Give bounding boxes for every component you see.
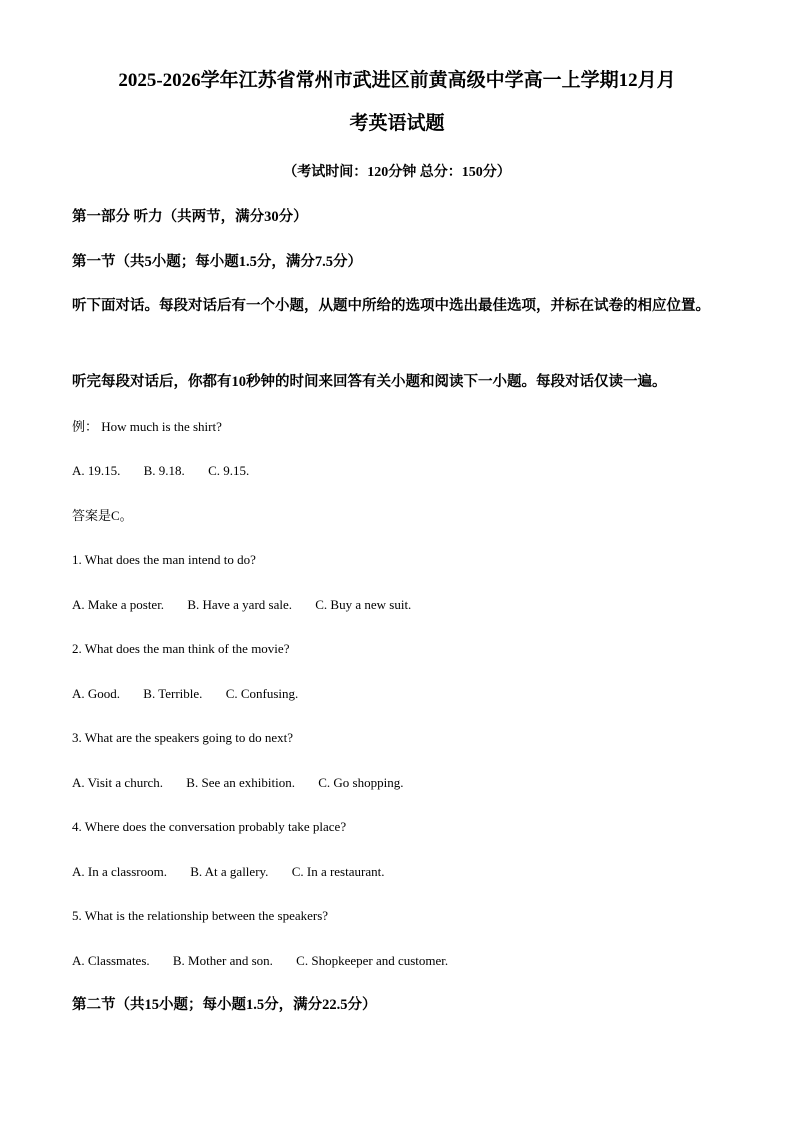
title-line-2: 考英语试题 <box>349 113 445 134</box>
example-question: 例： How much is the shirt? <box>72 419 222 434</box>
instruction-1: 听下面对话。每段对话后有一个小题，从题中所给的选项中选出最佳选项，并标在试卷的相应位置。 <box>72 298 710 314</box>
option: B. Terrible. <box>143 686 203 701</box>
option: A. Classmates. <box>72 953 150 968</box>
question-1: 1. What does the man intend to do? <box>72 552 256 567</box>
question-4-options <box>72 862 404 882</box>
option: A. 19.15. <box>72 463 121 478</box>
example-answer: 答案是C。 <box>72 508 133 523</box>
option: B. Mother and son. <box>172 953 273 968</box>
option: C. Buy a new suit. <box>315 597 412 612</box>
question-2-options <box>72 684 318 704</box>
exam-info: （考试时间：120分钟 总分：150分） <box>283 165 511 180</box>
part1-heading: 第一部分 听力（共两节，满分30分） <box>72 209 308 225</box>
question-5: 5. What is the relationship between the speakers? <box>72 908 329 923</box>
question-3: 3. What are the speakers going to do next? <box>72 730 294 745</box>
option: A. Good. <box>72 686 121 701</box>
question-5-options <box>72 951 468 971</box>
option: B. 9.18. <box>143 463 185 478</box>
option: A. In a classroom. <box>72 864 167 879</box>
option: B. See an exhibition. <box>186 775 295 790</box>
option: C. Go shopping. <box>318 775 404 790</box>
option: C. Shopkeeper and customer. <box>296 953 449 968</box>
option: B. At a gallery. <box>190 864 269 879</box>
section2-heading: 第二节（共15小题；每小题1.5分，满分22.5分） <box>72 997 377 1013</box>
instruction-2: 听完每段对话后，你都有10秒钟的时间来回答有关小题和阅读下一小题。每段对话仅读一遍。 <box>72 374 667 390</box>
question-3-options <box>72 773 423 793</box>
question-2: 2. What does the man think of the movie? <box>72 641 290 656</box>
section1-heading: 第一节（共5小题；每小题1.5分，满分7.5分） <box>72 254 362 270</box>
option: C. Confusing. <box>225 686 299 701</box>
example-options <box>72 461 269 481</box>
option: A. Make a poster. <box>72 597 165 612</box>
option: B. Have a yard sale. <box>187 597 292 612</box>
question-4: 4. Where does the conversation probably take place? <box>72 819 347 834</box>
option: C. 9.15. <box>208 463 250 478</box>
option: C. In a restaurant. <box>291 864 385 879</box>
question-1-options <box>72 595 431 615</box>
title-line-1: 2025-2026学年江苏省常州市武进区前黄高级中学高一上学期12月月 <box>118 70 676 91</box>
page-title <box>60 66 734 139</box>
option: A. Visit a church. <box>72 775 164 790</box>
